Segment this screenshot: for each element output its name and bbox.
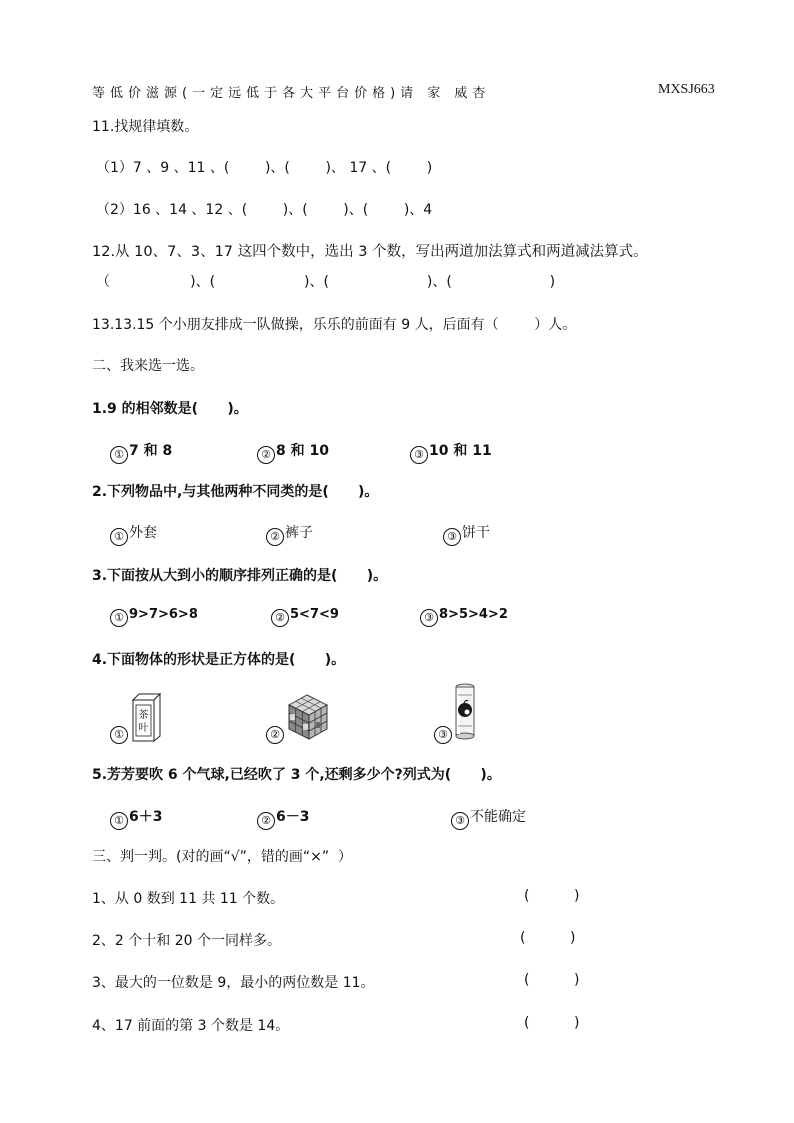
option-marker: ③	[451, 812, 469, 830]
judge-item-2: 2、2 个十和 20 个一同样多。	[92, 933, 281, 949]
cylinder-can-image	[451, 682, 479, 742]
choice-q3-stem: 3.下面按从大到小的顺序排列正确的是( )。	[92, 568, 388, 584]
option-marker: ③	[434, 726, 452, 744]
choice-q2-option-2: ② 裤子	[266, 522, 313, 546]
choice-q3-option-1: ① 9>7>6>8	[110, 607, 198, 627]
choice-q2-option-1: ① 外套	[110, 522, 157, 546]
rubiks-cube-image	[285, 693, 331, 741]
tea-label-char-1: 茶	[138, 710, 149, 721]
header-code: MXSJ663	[658, 82, 715, 97]
judge-item-2-answer: ( )	[520, 930, 576, 946]
judge-item-3-answer: ( )	[524, 972, 580, 988]
option-marker: ①	[110, 812, 128, 830]
option-marker: ①	[110, 726, 128, 744]
option-marker: ②	[257, 446, 275, 464]
choice-q1-option-3: ③ 10 和 11	[410, 440, 492, 464]
q11-title: 11.找规律填数。	[92, 119, 199, 135]
header-notice: 等低价滋源(一定远低于各大平台价格)请 家 威杏	[92, 86, 491, 101]
choice-q3-option-3: ③ 8>5>4>2	[420, 607, 508, 627]
choice-q5-option-2: ② 6－3	[257, 806, 309, 830]
choice-q3-option-2: ② 5<7<9	[271, 607, 339, 627]
option-marker: ②	[257, 812, 275, 830]
section2-heading: 二、我来选一选。	[92, 358, 204, 374]
choice-q2-stem: 2.下列物品中,与其他两种不同类的是( )。	[92, 484, 379, 500]
judge-item-4: 4、17 前面的第 3 个数是 14。	[92, 1018, 290, 1034]
judge-item-1: 1、从 0 数到 11 共 11 个数。	[92, 891, 285, 907]
choice-q5-stem: 5.芳芳要吹 6 个气球,已经吹了 3 个,还剩多少个?列式为( )。	[92, 767, 501, 783]
q12-title: 12.从 10、7、3、17 这四个数中，选出 3 个数，写出两道加法算式和两道减法算式。	[92, 244, 648, 260]
option-marker: ①	[110, 609, 128, 627]
q11-part2: （2）16 、14 、12 、( )、( )、( )、4	[96, 202, 433, 218]
option-marker: ③	[420, 609, 438, 627]
choice-q2-option-3: ③ 饼干	[443, 522, 490, 546]
tea-box-image	[128, 692, 162, 742]
option-marker: ③	[410, 446, 428, 464]
q12-blanks: （ )、( )、( )、( )	[96, 274, 556, 290]
option-marker: ①	[110, 528, 128, 546]
option-marker: ①	[110, 446, 128, 464]
choice-q1-option-1: ① 7 和 8	[110, 440, 172, 464]
choice-q1-stem: 1.9 的相邻数是( )。	[92, 401, 248, 417]
choice-q5-option-3: ③ 不能确定	[451, 806, 526, 830]
option-marker: ②	[271, 609, 289, 627]
judge-item-1-answer: ( )	[524, 888, 580, 904]
section3-heading: 三、判一判。(对的画“√”，错的画“×” ）	[92, 849, 353, 865]
option-marker: ③	[443, 528, 461, 546]
choice-q4-stem: 4.下面物体的形状是正方体的是( )。	[92, 652, 346, 668]
choice-q1-option-2: ② 8 和 10	[257, 440, 329, 464]
choice-q5-option-1: ① 6＋3	[110, 806, 162, 830]
q11-part1: （1）7 、9 、11 、( )、( )、 17 、( )	[96, 160, 433, 176]
judge-item-4-answer: ( )	[524, 1015, 580, 1031]
judge-item-3: 3、最大的一位数是 9，最小的两位数是 11。	[92, 975, 375, 991]
tea-label-char-2: 叶	[138, 723, 149, 734]
q13-text: 13.13.15 个小朋友排成一队做操，乐乐的前面有 9 人，后面有（ ）人。	[92, 317, 577, 333]
option-marker: ②	[266, 726, 284, 744]
option-marker: ②	[266, 528, 284, 546]
